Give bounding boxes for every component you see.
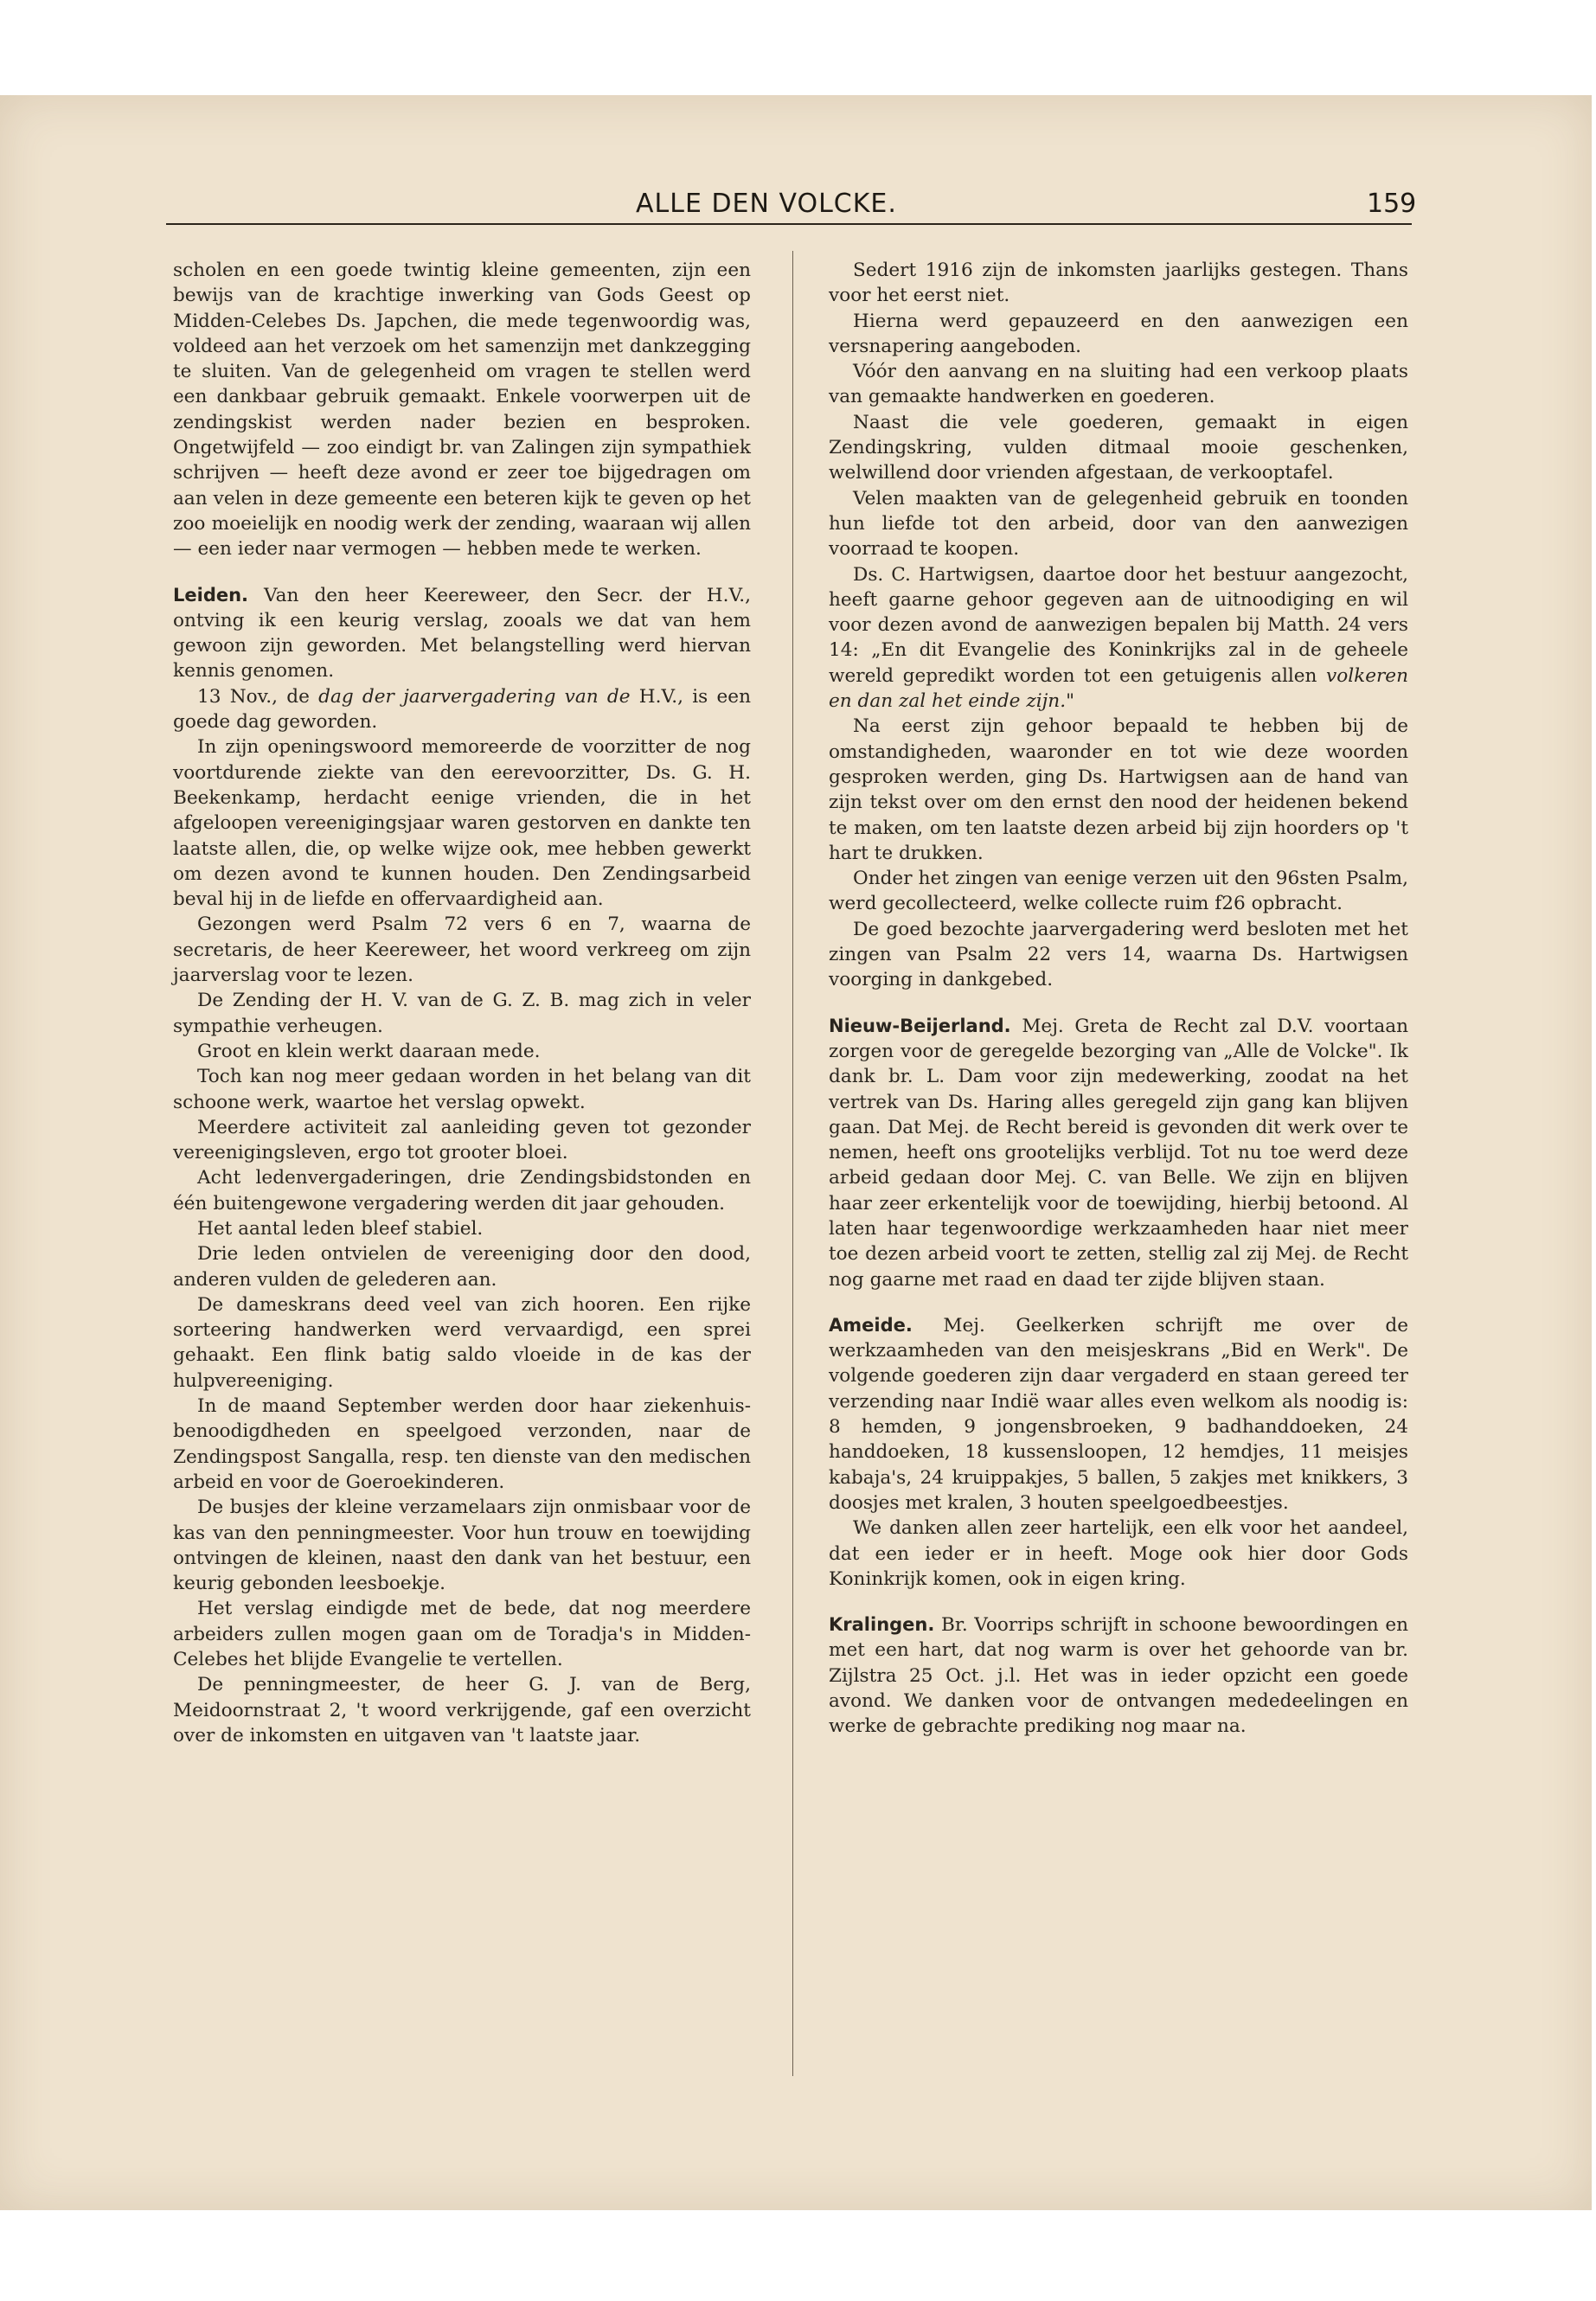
paragraph-leiden [173,583,751,684]
left-column [173,258,751,1748]
paragraph: Meerdere activiteit zal aanleiding geven tot gezonder vereenigingsleven, ergo tot grooter bloei. [173,1116,751,1164]
paragraph-text: Ds. C. Hartwigsen, daartoe door het bestuur aangezocht, heeft gaarne gehoor gegeven aan de uitnoodiging en wil voor dezen avond de aanwezigen bepalen bij Matth. 24 vers 14: „En dit Evangelie des Koninkrijks zal in de geheele wereld gepredikt worden tot een getuigenis allen [829,563,1408,687]
paragraph [829,562,1408,715]
paragraph: In zijn openingswoord memoreerde de voorzitter de nog voortdurende ziekte van den eerevoorzitter, Ds. G. H. Beekenkamp, herdacht eenige vrienden, die in het afgeloopen vereenigingsjaar waren gestorven en dankte ten laatste allen, die, op welke wijze ook, mee hebben gewerkt om dezen avond te kunnen houden. Den Zendingsarbeid beval hij in de liefde en offervaardigheid aan. [173,736,751,911]
paragraph: In de maand September werden door haar ziekenhuis-benoodigdheden en speelgoed verzonden, naar de Zendingspost Sangalla, resp. ten dienste van den medischen arbeid en voor de Goeroekinderen. [173,1395,751,1493]
paragraph: Velen maakten van de gelegenheid gebruik en toonden hun liefde tot den arbeid, door van den aanwezigen voorraad te koopen. [829,487,1408,561]
paragraph-ameide [829,1313,1408,1516]
running-title: ALLE DEN VOLCKE. [636,189,897,219]
header-rule [166,223,1412,225]
paragraph: Toch kan nog meer gedaan worden in het belang van dit schoone werk, waartoe het verslag opwekt. [173,1066,751,1113]
paragraph: De penningmeester, de heer G. J. van de Berg, Meidoornstraat 2, 't woord verkrijgende, gaf een overzicht over de inkomsten en uitgaven van 't laatste jaar. [173,1674,751,1747]
italic-text: volkeren en dan zal het einde zijn. [829,664,1408,713]
paragraph [173,684,751,735]
paragraph: Het verslag eindigde met de bede, dat nog meerdere arbeiders zullen mogen gaan om de Toradja's in Midden-Celebes het blijde Evangelie te vertellen. [173,1598,751,1671]
page-number: 159 [1367,189,1417,219]
paragraph-text: Mej. Geelkerken schrijft me over de werkzaamheden van den meisjeskrans „Bid en Werk". De volgende goederen zijn daar vergaderd en staan gereed ter verzending naar Indië waar alles even welkom als noodig is: 8 hemden, 9 jongensbroeken, 9 badhanddoeken, 24 handdoeken, 18 kussensloopen, 12 hemdjes, 11 meisjes kabaja's, 24 kruippakjes, 5 ballen, 5 zakjes met knikkers, 3 doosjes met kralen, 3 houten speelgoedbeestjes. [829,1314,1408,1514]
right-column [829,258,1408,1740]
paragraph: Acht ledenvergaderingen, drie Zendingsbidstonden en één buitengewone vergadering werden dit jaar gehouden. [173,1167,751,1215]
paragraph: Onder het zingen van eenige verzen uit den 96sten Psalm, werd gecollecteerd, welke collecte ruim f26 opbracht. [829,868,1408,915]
paragraph: Groot en klein werkt daaraan mede. [197,1040,541,1062]
paragraph: Het aantal leden bleef stabiel. [197,1217,484,1240]
paragraph: Drie leden ontvielen de vereeniging door den dood, anderen vulden de gelederen aan. [173,1243,751,1291]
paragraph-kralingen [829,1612,1408,1739]
paragraph-text: Van den heer Keereweer, den Secr. der H.V., ontving ik een keurig verslag, zooals we dat van hem gewoon zijn geworden. Met belangstelling werd hiervan kennis genomen. [173,584,751,683]
section-heading-leiden: Leiden. [173,584,249,606]
paragraph-text: Br. Voorrips schrijft in schoone bewoordingen en met een hart, dat nog warm is over het gehoorde van br. Zijlstra 25 Oct. j.l. Het was in ieder opzicht een goede avond. We danken voor de ontvangen mededeelingen en werke de gebrachte prediking nog maar na. [829,1614,1409,1738]
paragraph-text: Mej. Greta de Recht zal D.V. voortaan zorgen voor de geregelde bezorging van „Alle de Volcke". Ik dank br. L. Dam voor zijn medewerking, zoodat na het vertrek van Ds. Haring alles geregeld zijn gang kan blijven gaan. Dat Mej. de Recht bereid is gevonden dit werk over te nemen, heeft ons grootelijks verblijd. Tot nu toe werd deze arbeid gedaan door Mej. C. van Belle. We zijn en blijven haar zeer erkentelijk voor de toewijding, hierbij betoond. Al laten haar tegenwoordige werkzaamheden haar niet meer toe dezen arbeid voort te zetten, stellig zal zij Mej. de Recht nog gaarne met raad en daad ter zijde blijven staan. [829,1015,1408,1291]
paragraph: Hierna werd gepauzeerd en den aanwezigen een versnapering aangeboden. [829,310,1408,357]
column-divider [792,251,793,2076]
paragraph: Na eerst zijn gehoor bepaald te hebben bij de omstandigheden, waaronder en tot wie deze woorden gesproken werden, ging Ds. Hartwigsen aan de hand van zijn tekst over om den ernst den nood der heidenen bekend te maken, om ten laatste dezen arbeid bij zijn hoorders op 't hart te drukken. [829,715,1408,864]
paragraph: Naast die vele goederen, gemaakt in eigen Zendingskring, vulden ditmaal mooie geschenken, welwillend door vrienden afgestaan, de verkooptafel. [829,411,1408,484]
paragraph: De Zending der H. V. van de G. Z. B. mag zich in veler sympathie verheugen. [173,990,751,1037]
paragraph-nieuw-beijerland [829,1014,1408,1292]
section-heading-kralingen: Kralingen. [829,1614,935,1636]
paragraph: De busjes der kleine verzamelaars zijn onmisbaar voor de kas van den penningmeester. Voor hun trouw en toewijding ontvingen de kleinen, naast den dank van het bestuur, een keurig gebonden leesboekje. [173,1497,751,1595]
paragraph: De dameskrans deed veel van zich hooren. Een rijke sorteering handwerken werd vervaardigd, een sprei gehaakt. Een flink batig saldo vloeide in de kas der hulpvereeniging. [173,1293,751,1392]
paragraph: Sedert 1916 zijn de inkomsten jaarlijks gestegen. Thans voor het eerst niet. [829,260,1408,307]
paragraph-text: " [1066,690,1075,713]
italic-text: dag der jaarvergadering van de [318,685,631,708]
paragraph: De goed bezochte jaarvergadering werd besloten met het zingen van Psalm 22 vers 14, waarna Ds. Hartwigsen voorging in dankgebed. [829,918,1408,991]
paragraph: We danken allen zeer hartelijk, een elk voor het aandeel, dat een ieder er in heeft. Moge ook hier door Gods Koninkrijk komen, ook in eigen kring. [829,1517,1408,1590]
paragraph-text: 13 Nov., de [197,685,319,708]
section-heading-ameide: Ameide. [829,1314,913,1336]
paragraph: Gezongen werd Psalm 72 vers 6 en 7, waarna de secretaris, de heer Keereweer, het woord verkreeg om zijn jaarverslag voor te lezen. [173,913,751,987]
paragraph: Vóór den aanvang en na sluiting had een verkoop plaats van gemaakte handwerken en goederen. [829,361,1408,408]
paragraph-text: H.V., is een goede dag geworden. [173,685,751,734]
section-heading-nieuw-beijerland: Nieuw-Beijerland. [829,1015,1011,1036]
paragraph: scholen en een goede twintig kleine gemeenten, zijn een bewijs van de krachtige inwerking van Gods Geest op Midden-Celebes Ds. Japchen, die mede tegenwoordig was, voldeed aan het verzoek om het samenzijn met dankzegging te sluiten. Van de gelegenheid om vragen te stellen werd een dankbaar gebruik gemaakt. Enkele voorwerpen uit de zendingskist werden nader bezien en besproken. Ongetwijfeld — zoo eindigt br. van Zalingen zijn sympathiek schrijven — heeft deze avond er zeer toe bijgedragen om aan velen in deze gemeente een beteren kijk te geven op het zoo moeielijk en noodig werk der zending, waaraan wij allen — een ieder naar vermogen — hebben mede te werken. [173,260,751,561]
